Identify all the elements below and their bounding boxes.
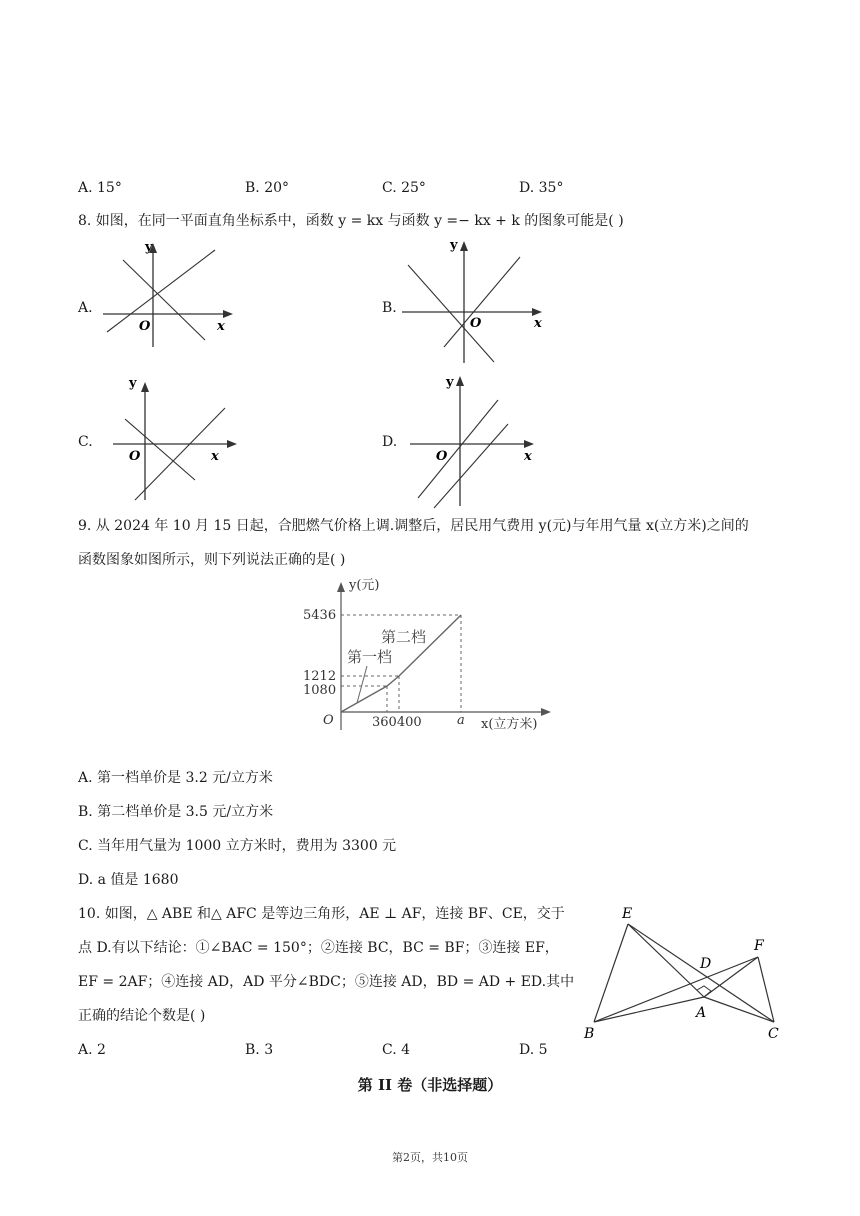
q9-x-axis-label: x(立方米) [481, 717, 538, 732]
q8d-x-label: x [524, 449, 532, 464]
q8-option-c-letter: C. [78, 434, 93, 450]
q7-option-d: D. 35° [519, 180, 564, 196]
section-title: 第 II 卷（非选择题） [357, 1076, 503, 1094]
q10-line3: EF = 2AF；④连接 AD，AD 平分∠BDC；⑤连接 AD，BD = AD + ED.其中 [78, 974, 575, 990]
q9-stem-line2: 函数图象如图所示，则下列说法正确的是( ) [78, 552, 346, 568]
q10-line4: 正确的结论个数是( ) [78, 1008, 206, 1024]
q9-xtick-a: a [457, 713, 465, 728]
q9-xtick-360400: 360400 [372, 715, 422, 730]
q10-figure [578, 900, 788, 1050]
q10-option-a: A. 2 [78, 1042, 106, 1058]
q9-origin-label: O [323, 713, 334, 728]
q10-label-b: B [584, 1026, 595, 1042]
q8a-origin-label: O [139, 319, 151, 334]
q10-option-d: D. 5 [519, 1042, 548, 1058]
q9-stem-line1: 9. 从 2024 年 10 月 15 日起，合肥燃气价格上调.调整后，居民用气费用 y(元)与年用气量 x(立方米)之间的 [78, 518, 749, 534]
q9-option-b: B. 第二档单价是 3.5 元/立方米 [78, 804, 274, 820]
q7-option-c: C. 25° [382, 180, 426, 196]
q9-option-a: A. 第一档单价是 3.2 元/立方米 [78, 770, 273, 786]
q8c-y-label: y [129, 376, 137, 391]
q9-ytick-1080: 1080 [303, 683, 337, 698]
q10-label-e: E [622, 906, 633, 922]
q9-tier2-label: 第二档 [381, 628, 427, 646]
q8d-y-label: y [446, 375, 454, 390]
q8-graph-c [95, 372, 240, 504]
q8b-y-label: y [450, 238, 458, 253]
q10-label-d: D [700, 956, 712, 972]
q8a-y-label: y [145, 240, 153, 255]
q8-option-b-letter: B. [382, 300, 397, 316]
q8-graph-d [398, 370, 548, 510]
q8-graph-b [398, 235, 558, 367]
q8a-x-label: x [217, 319, 225, 334]
q9-ytick-1212: 1212 [303, 669, 337, 684]
q10-option-b: B. 3 [245, 1042, 274, 1058]
q10-label-c: C [768, 1026, 779, 1042]
q7-option-b: B. 20° [245, 180, 290, 196]
q8b-origin-label: O [470, 316, 482, 331]
q10-line1: 10. 如图，△ ABE 和△ AFC 是等边三角形，AE ⊥ AF，连接 BF、CE，交于 [78, 906, 565, 922]
q9-option-c: C. 当年用气量为 1000 立方米时，费用为 3300 元 [78, 838, 397, 854]
q8-option-d-letter: D. [382, 434, 398, 450]
q8-graph-a [95, 235, 240, 350]
q8c-origin-label: O [129, 449, 141, 464]
page-footer: 第2页，共10页 [392, 1151, 468, 1164]
q8-option-a-letter: A. [78, 300, 93, 316]
q9-graph [295, 572, 565, 742]
q10-option-c: C. 4 [382, 1042, 411, 1058]
q10-line2: 点 D.有以下结论：①∠BAC = 150°；②连接 BC，BC = BF；③连接 EF， [78, 940, 559, 956]
q8b-x-label: x [534, 316, 542, 331]
q10-label-f: F [754, 938, 764, 954]
q8c-x-label: x [211, 449, 219, 464]
q9-ytick-5436: 5436 [303, 608, 337, 623]
q10-label-a: A [696, 1005, 707, 1021]
q8-stem: 8. 如图，在同一平面直角坐标系中，函数 y = kx 与函数 y =− kx + k 的图象可能是( ) [78, 213, 624, 229]
q8d-origin-label: O [436, 449, 448, 464]
q9-tier1-label: 第一档 [347, 648, 393, 666]
q9-option-d: D. a 值是 1680 [78, 872, 179, 888]
q9-y-axis-label: y(元) [349, 578, 380, 593]
q7-option-a: A. 15° [78, 180, 122, 196]
